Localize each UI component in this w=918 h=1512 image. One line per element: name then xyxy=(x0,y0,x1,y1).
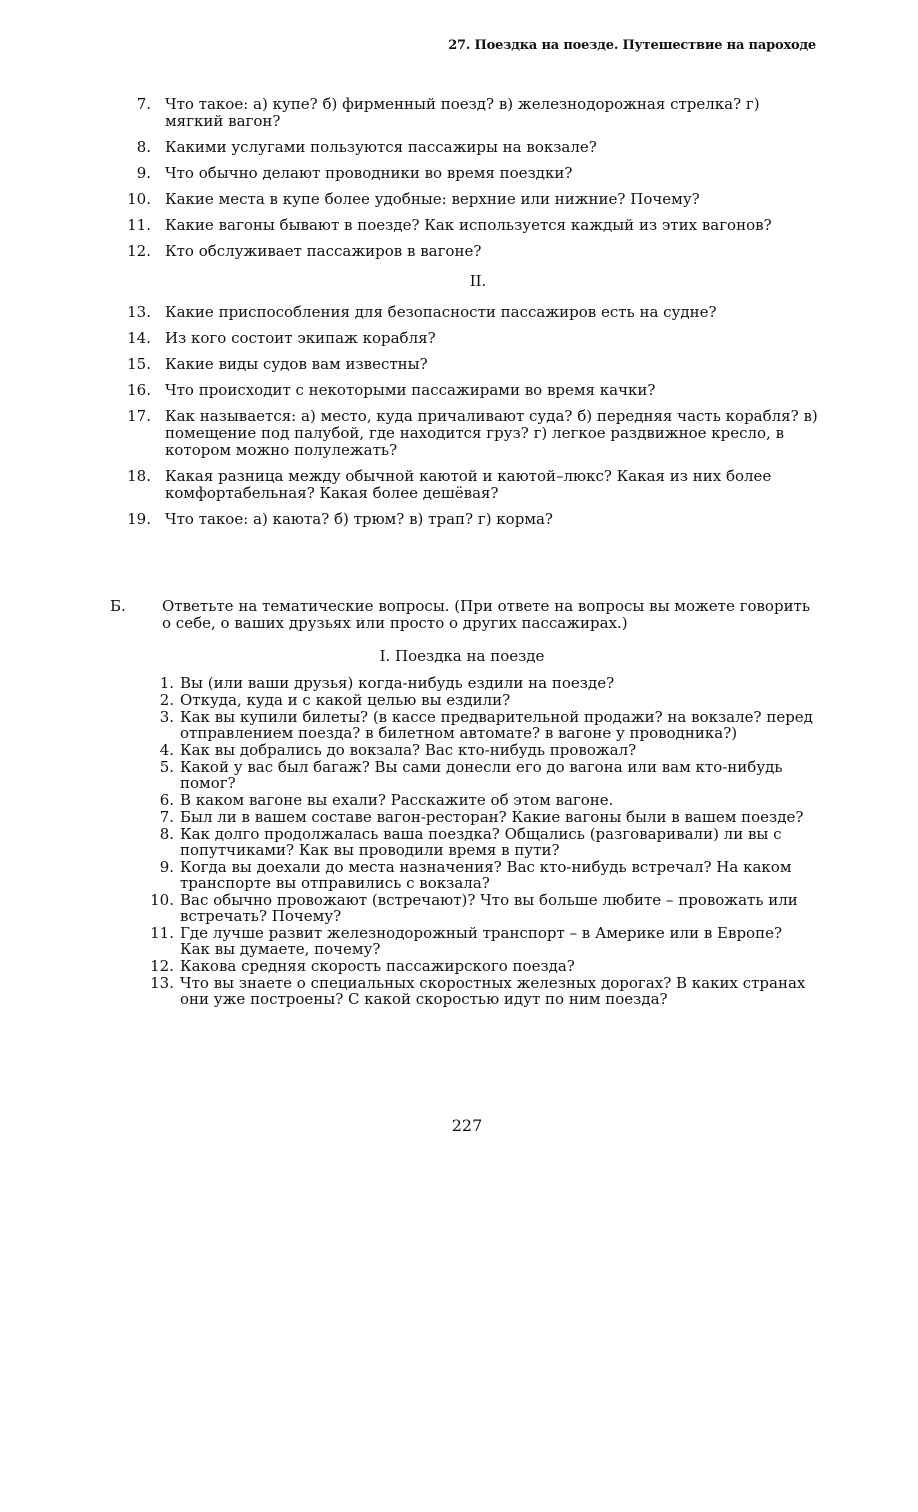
question-text: Что вы знаете о специальных скоростных железных дорогах? В каких странах они уже построены? С какой скоростью идут по ним поезда? xyxy=(180,974,806,1008)
question-number: 12. xyxy=(150,957,174,975)
question-item xyxy=(0,759,918,791)
question-text: Как вы добрались до вокзала? Вас кто-нибудь провожал? xyxy=(180,741,637,759)
question-number: 2. xyxy=(159,691,174,709)
question-item xyxy=(0,330,918,347)
question-item xyxy=(0,709,918,741)
question-number: 15. xyxy=(127,355,151,373)
question-item xyxy=(0,892,918,924)
question-number: 4. xyxy=(159,741,174,759)
question-list-part-2 xyxy=(0,304,918,528)
question-number: 18. xyxy=(127,467,151,485)
question-item xyxy=(0,975,918,1007)
question-item xyxy=(0,859,918,891)
question-number: 16. xyxy=(127,381,151,399)
question-text: Кто обслуживает пассажиров в вагоне? xyxy=(165,242,482,260)
question-number: 14. xyxy=(127,329,151,347)
question-number: 12. xyxy=(127,242,151,260)
question-text: Какими услугами пользуются пассажиры на вокзале? xyxy=(165,138,597,156)
question-text: В каком вагоне вы ехали? Расскажите об этом вагоне. xyxy=(180,791,614,809)
question-list-part-1 xyxy=(0,96,918,260)
question-item xyxy=(0,96,918,130)
question-item xyxy=(0,382,918,399)
question-number: 11. xyxy=(127,216,151,234)
question-number: 7. xyxy=(159,808,174,826)
section-b-title: I. Поездка на поезде xyxy=(379,647,545,665)
section-b-thematic-questions xyxy=(0,598,918,1008)
running-header: 27. Поездка на поезде. Путешествие на пароходе xyxy=(448,38,816,53)
thematic-question-list xyxy=(0,675,918,1007)
question-text: Где лучше развит железнодорожный транспорт – в Америке или в Европе? Как вы думаете, почему? xyxy=(180,924,782,958)
question-item xyxy=(0,165,918,182)
section-b-intro xyxy=(0,598,918,632)
section-b-instruction: Ответьте на тематические вопросы. (При ответе на вопросы вы можете говорить о себе, о ваших друзьях или просто о других пассажирах.) xyxy=(162,597,811,632)
question-text: Что такое: а) купе? б) фирменный поезд? в) железнодорожная стрелка? г) мягкий вагон? xyxy=(165,95,760,130)
question-text: Что такое: а) каюта? б) трюм? в) трап? г) корма? xyxy=(165,510,553,528)
question-number: 13. xyxy=(127,303,151,321)
question-text: Какая разница между обычной каютой и каютой–люкс? Какая из них более комфортабельная? Какая более дешёвая? xyxy=(165,467,772,502)
question-number: 8. xyxy=(159,825,174,843)
question-number: 7. xyxy=(136,95,151,113)
question-text: Какой у вас был багаж? Вы сами донесли его до вагона или вам кто-нибудь помог? xyxy=(180,758,783,792)
question-text: Какие вагоны бывают в поезде? Как используется каждый из этих вагонов? xyxy=(165,216,772,234)
question-number: 13. xyxy=(150,974,174,992)
question-text: Какие приспособления для безопасности пассажиров есть на судне? xyxy=(165,303,717,321)
question-text: Откуда, куда и с какой целью вы ездили? xyxy=(180,691,511,709)
question-text: Какова средняя скорость пассажирского поезда? xyxy=(180,957,575,975)
question-item xyxy=(0,191,918,208)
question-text: Вы (или ваши друзья) когда-нибудь ездили на поезде? xyxy=(180,674,615,692)
subheading-part-2: II. xyxy=(469,272,487,290)
question-item xyxy=(0,243,918,260)
section-a-questions xyxy=(0,96,918,537)
question-text: Был ли в вашем составе вагон-ресторан? Какие вагоны были в вашем поезде? xyxy=(180,808,804,826)
question-text: Как вы купили билеты? (в кассе предварительной продажи? на вокзале? перед отправлением поезда? в билетном автомате? в вагоне у проводника?) xyxy=(180,708,813,742)
question-text: Из кого состоит экипаж корабля? xyxy=(165,329,436,347)
question-item xyxy=(0,826,918,858)
question-number: 9. xyxy=(159,858,174,876)
section-b-letter: Б. xyxy=(110,597,126,615)
question-number: 19. xyxy=(127,510,151,528)
question-text: Когда вы доехали до места назначения? Вас кто-нибудь встречал? На каком транспорте вы отправились с вокзала? xyxy=(180,858,792,892)
question-item xyxy=(0,925,918,957)
question-text: Как долго продолжалась ваша поездка? Общались (разговаривали) ли вы с попутчиками? Как вы проводили время в пути? xyxy=(180,825,782,859)
question-number: 11. xyxy=(150,924,174,942)
question-item xyxy=(0,217,918,234)
question-text: Как называется: а) место, куда причаливают суда? б) передняя часть корабля? в) помещение под палубой, где находится груз? г) легкое раздвижное кресло, в котором можно полулежать? xyxy=(165,407,818,459)
question-number: 8. xyxy=(136,138,151,156)
question-number: 1. xyxy=(159,674,174,692)
question-number: 17. xyxy=(127,407,151,425)
question-item xyxy=(0,356,918,373)
question-item xyxy=(0,304,918,321)
question-text: Какие виды судов вам известны? xyxy=(165,355,428,373)
question-number: 10. xyxy=(127,190,151,208)
question-number: 10. xyxy=(150,891,174,909)
question-text: Какие места в купе более удобные: верхние или нижние? Почему? xyxy=(165,190,700,208)
question-text: Что обычно делают проводники во время поездки? xyxy=(165,164,573,182)
question-item xyxy=(0,139,918,156)
question-text: Вас обычно провожают (встречают)? Что вы больше любите – провожать или встречать? Почему? xyxy=(180,891,798,925)
question-item xyxy=(0,675,918,691)
question-item xyxy=(0,468,918,502)
question-item xyxy=(0,792,918,808)
question-item xyxy=(0,809,918,825)
question-item xyxy=(0,408,918,459)
question-number: 9. xyxy=(136,164,151,182)
question-item xyxy=(0,742,918,758)
question-number: 3. xyxy=(159,708,174,726)
question-number: 5. xyxy=(159,758,174,776)
page-number: 227 xyxy=(451,1116,483,1135)
question-item xyxy=(0,692,918,708)
question-item xyxy=(0,958,918,974)
question-number: 6. xyxy=(159,791,174,809)
question-text: Что происходит с некоторыми пассажирами во время качки? xyxy=(165,381,656,399)
question-item xyxy=(0,511,918,528)
